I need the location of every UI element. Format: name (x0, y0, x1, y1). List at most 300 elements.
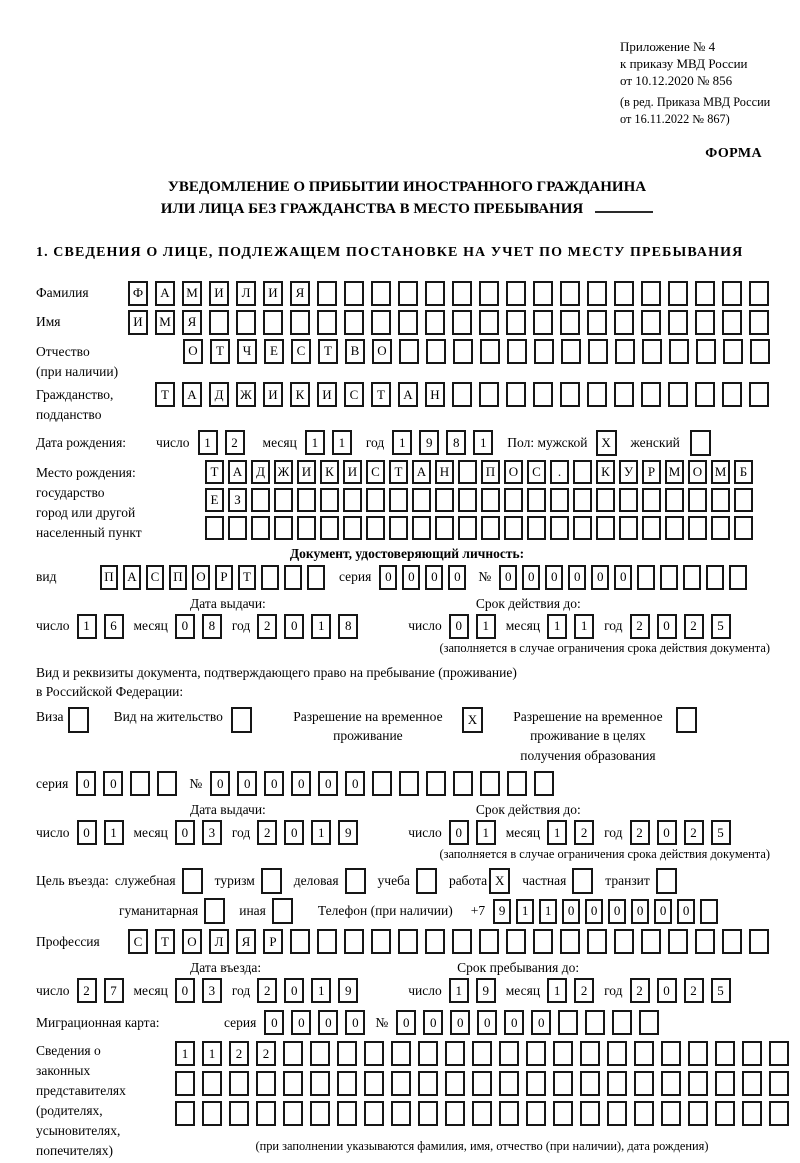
doc-valid-year-cells[interactable] (630, 614, 731, 639)
cell[interactable] (445, 1041, 465, 1066)
cell[interactable] (364, 1071, 384, 1096)
cell[interactable]: 0 (448, 565, 466, 590)
cell[interactable]: 0 (379, 565, 397, 590)
cell[interactable] (317, 310, 337, 335)
cell[interactable]: 2 (630, 978, 650, 1003)
cell[interactable]: К (596, 460, 615, 484)
cell[interactable]: 0 (284, 614, 304, 639)
cell[interactable]: 1 (574, 614, 594, 639)
cell[interactable] (479, 382, 499, 407)
cell[interactable] (668, 382, 688, 407)
cell[interactable]: 1 (476, 820, 496, 845)
cell[interactable] (688, 1101, 708, 1126)
cell[interactable]: Р (215, 565, 233, 590)
permit-series-cells[interactable] (76, 771, 177, 796)
purpose-other-checkbox[interactable] (272, 898, 293, 924)
doc-issue-month-cells[interactable] (175, 614, 222, 639)
cell[interactable] (614, 382, 634, 407)
purpose-private-checkbox[interactable] (572, 868, 593, 894)
cell[interactable]: Т (238, 565, 256, 590)
cell[interactable] (614, 929, 634, 954)
cell[interactable]: 1 (104, 820, 124, 845)
cell[interactable]: 0 (423, 1010, 443, 1035)
migration-series-cells[interactable] (264, 1010, 365, 1035)
cell[interactable]: 0 (264, 1010, 284, 1035)
cell[interactable]: 5 (711, 614, 731, 639)
cell[interactable]: 1 (476, 614, 496, 639)
cell[interactable] (641, 929, 661, 954)
cell[interactable] (695, 382, 715, 407)
cell[interactable]: 0 (545, 565, 563, 590)
doc-issue-day-cells[interactable] (77, 614, 124, 639)
cell[interactable] (452, 929, 472, 954)
cell[interactable]: Т (205, 460, 224, 484)
cell[interactable]: 0 (522, 565, 540, 590)
cell[interactable]: X (596, 430, 617, 456)
cell[interactable] (204, 898, 225, 924)
cell[interactable]: 0 (77, 820, 97, 845)
cell[interactable] (372, 771, 392, 796)
cell[interactable] (533, 310, 553, 335)
cell[interactable]: 2 (257, 820, 277, 845)
cell[interactable] (507, 771, 527, 796)
cell[interactable]: 0 (631, 899, 649, 924)
cell[interactable] (711, 488, 730, 512)
cell[interactable] (527, 488, 546, 512)
cell[interactable] (642, 516, 661, 540)
entry-day-cells[interactable] (77, 978, 124, 1003)
cell[interactable]: 2 (574, 978, 594, 1003)
cell[interactable] (711, 516, 730, 540)
cell[interactable] (526, 1101, 546, 1126)
cell[interactable] (668, 929, 688, 954)
cell[interactable] (389, 488, 408, 512)
cell[interactable] (458, 488, 477, 512)
cell[interactable] (263, 310, 283, 335)
cell[interactable]: 0 (449, 820, 469, 845)
cell[interactable] (472, 1071, 492, 1096)
cell[interactable]: 9 (419, 430, 439, 455)
cell[interactable] (453, 339, 473, 364)
cell[interactable] (480, 771, 500, 796)
cell[interactable] (641, 382, 661, 407)
cell[interactable] (445, 1071, 465, 1096)
cell[interactable]: Т (155, 929, 175, 954)
cell[interactable]: 1 (175, 1041, 195, 1066)
cell[interactable] (274, 516, 293, 540)
cell[interactable] (435, 516, 454, 540)
cell[interactable] (261, 868, 282, 894)
cell[interactable]: 0 (568, 565, 586, 590)
cell[interactable] (499, 1071, 519, 1096)
cell[interactable] (337, 1071, 357, 1096)
cell[interactable] (418, 1101, 438, 1126)
cell[interactable] (453, 771, 473, 796)
legal-reps-cells-row1[interactable] (175, 1041, 789, 1066)
cell[interactable]: Д (209, 382, 229, 407)
cell[interactable] (479, 281, 499, 306)
cell[interactable] (742, 1041, 762, 1066)
cell[interactable] (416, 868, 437, 894)
cell[interactable]: О (688, 460, 707, 484)
cell[interactable] (458, 516, 477, 540)
cell[interactable]: 2 (225, 430, 245, 455)
cell[interactable]: 1 (392, 430, 412, 455)
cell[interactable] (695, 929, 715, 954)
cell[interactable]: 0 (450, 1010, 470, 1035)
cell[interactable]: 1 (547, 978, 567, 1003)
cell[interactable]: 0 (103, 771, 123, 796)
cell[interactable] (641, 281, 661, 306)
cell[interactable] (561, 339, 581, 364)
cell[interactable]: М (155, 310, 175, 335)
cell[interactable] (391, 1071, 411, 1096)
cell[interactable] (553, 1071, 573, 1096)
cell[interactable] (641, 310, 661, 335)
cell[interactable] (202, 1101, 222, 1126)
cell[interactable] (274, 488, 293, 512)
permit-issue-month-cells[interactable] (175, 820, 222, 845)
cell[interactable]: Т (210, 339, 230, 364)
cell[interactable] (175, 1071, 195, 1096)
cell[interactable] (389, 516, 408, 540)
cell[interactable] (320, 488, 339, 512)
cell[interactable] (506, 929, 526, 954)
cell[interactable] (722, 281, 742, 306)
cell[interactable] (742, 1101, 762, 1126)
cell[interactable]: Я (236, 929, 256, 954)
cell[interactable] (251, 488, 270, 512)
cell[interactable]: И (263, 281, 283, 306)
entry-month-cells[interactable] (175, 978, 222, 1003)
cell[interactable] (573, 516, 592, 540)
cell[interactable]: 0 (477, 1010, 497, 1035)
cell[interactable] (558, 1010, 578, 1035)
purpose-work-checkbox[interactable] (489, 868, 510, 894)
cell[interactable] (534, 339, 554, 364)
cell[interactable] (607, 1101, 627, 1126)
cell[interactable] (749, 929, 769, 954)
cell[interactable] (619, 488, 638, 512)
cell[interactable] (425, 310, 445, 335)
cell[interactable] (769, 1041, 789, 1066)
cell[interactable]: 2 (684, 978, 704, 1003)
cell[interactable] (560, 382, 580, 407)
cell[interactable] (345, 868, 366, 894)
cell[interactable] (284, 565, 302, 590)
cell[interactable] (472, 1041, 492, 1066)
cell[interactable]: О (182, 929, 202, 954)
cell[interactable] (256, 1101, 276, 1126)
cell[interactable] (344, 929, 364, 954)
temp-permit-checkbox[interactable] (462, 707, 483, 733)
cell[interactable] (642, 339, 662, 364)
cell[interactable]: 0 (175, 978, 195, 1003)
purpose-tourism-checkbox[interactable] (261, 868, 282, 894)
cell[interactable]: А (398, 382, 418, 407)
cell[interactable]: А (182, 382, 202, 407)
cell[interactable]: 0 (76, 771, 96, 796)
cell[interactable] (391, 1041, 411, 1066)
cell[interactable] (688, 488, 707, 512)
cell[interactable] (750, 339, 770, 364)
cell[interactable] (499, 1101, 519, 1126)
cell[interactable] (231, 707, 252, 733)
cell[interactable] (615, 339, 635, 364)
cell[interactable] (320, 516, 339, 540)
cell[interactable]: О (372, 339, 392, 364)
cell[interactable] (607, 1071, 627, 1096)
cell[interactable] (452, 281, 472, 306)
sex-female-checkbox[interactable] (690, 430, 711, 456)
cell[interactable] (665, 488, 684, 512)
cell[interactable] (527, 516, 546, 540)
cell[interactable]: 5 (711, 820, 731, 845)
cell[interactable] (317, 281, 337, 306)
cell[interactable] (445, 1101, 465, 1126)
cell[interactable]: 0 (284, 820, 304, 845)
cell[interactable]: С (366, 460, 385, 484)
cell[interactable] (560, 310, 580, 335)
cell[interactable] (588, 339, 608, 364)
cell[interactable]: П (481, 460, 500, 484)
permit-number-cells[interactable] (210, 771, 554, 796)
cell[interactable]: 1 (473, 430, 493, 455)
birth-month-cells[interactable] (305, 430, 352, 455)
cell[interactable] (580, 1071, 600, 1096)
cell[interactable] (642, 488, 661, 512)
visa-checkbox[interactable] (68, 707, 89, 733)
cell[interactable] (688, 1041, 708, 1066)
cell[interactable] (637, 565, 655, 590)
cell[interactable]: Е (264, 339, 284, 364)
cell[interactable]: 0 (499, 565, 517, 590)
cell[interactable] (256, 1071, 276, 1096)
cell[interactable] (587, 929, 607, 954)
cell[interactable]: 0 (175, 614, 195, 639)
cell[interactable]: Т (389, 460, 408, 484)
cell[interactable]: 6 (104, 614, 124, 639)
doc-series-cells[interactable] (379, 565, 466, 590)
cell[interactable]: X (462, 707, 483, 733)
cell[interactable] (722, 382, 742, 407)
cell[interactable]: 1 (311, 614, 331, 639)
cell[interactable]: 1 (547, 820, 567, 845)
cell[interactable] (364, 1041, 384, 1066)
cell[interactable]: 1 (547, 614, 567, 639)
cell[interactable]: 1 (202, 1041, 222, 1066)
cell[interactable] (229, 1071, 249, 1096)
cell[interactable]: 0 (345, 1010, 365, 1035)
cell[interactable]: 2 (630, 820, 650, 845)
cell[interactable] (317, 929, 337, 954)
cell[interactable]: 0 (425, 565, 443, 590)
cell[interactable] (742, 1071, 762, 1096)
cell[interactable] (596, 488, 615, 512)
cell[interactable]: С (291, 339, 311, 364)
cell[interactable] (481, 516, 500, 540)
cell[interactable] (297, 488, 316, 512)
cell[interactable] (175, 1101, 195, 1126)
cell[interactable] (688, 516, 707, 540)
cell[interactable]: 2 (684, 820, 704, 845)
cell[interactable] (507, 339, 527, 364)
cell[interactable]: М (711, 460, 730, 484)
cell[interactable] (661, 1101, 681, 1126)
cell[interactable]: Л (236, 281, 256, 306)
cell[interactable]: С (344, 382, 364, 407)
cell[interactable]: М (182, 281, 202, 306)
legal-reps-cells-row2[interactable] (175, 1071, 789, 1096)
cell[interactable]: Ф (128, 281, 148, 306)
cell[interactable]: 0 (449, 614, 469, 639)
cell[interactable]: С (527, 460, 546, 484)
cell[interactable] (283, 1101, 303, 1126)
cell[interactable] (205, 516, 224, 540)
cell[interactable] (696, 339, 716, 364)
cell[interactable]: 0 (396, 1010, 416, 1035)
cell[interactable]: С (128, 929, 148, 954)
stay-month-cells[interactable] (547, 978, 594, 1003)
cell[interactable] (553, 1101, 573, 1126)
cell[interactable] (734, 516, 753, 540)
cell[interactable]: И (263, 382, 283, 407)
cell[interactable] (452, 382, 472, 407)
cell[interactable]: 0 (291, 771, 311, 796)
cell[interactable] (550, 516, 569, 540)
cell[interactable] (310, 1101, 330, 1126)
cell[interactable]: Е (205, 488, 224, 512)
cell[interactable]: Н (425, 382, 445, 407)
cell[interactable] (706, 565, 724, 590)
cell[interactable] (297, 516, 316, 540)
cell[interactable] (399, 771, 419, 796)
cell[interactable] (418, 1071, 438, 1096)
cell[interactable]: Б (734, 460, 753, 484)
cell[interactable] (344, 310, 364, 335)
purpose-study-checkbox[interactable] (416, 868, 437, 894)
cell[interactable] (479, 929, 499, 954)
cell[interactable]: Ж (236, 382, 256, 407)
cell[interactable]: 0 (291, 1010, 311, 1035)
cell[interactable]: 0 (264, 771, 284, 796)
cell[interactable]: К (290, 382, 310, 407)
cell[interactable]: У (619, 460, 638, 484)
cell[interactable] (533, 929, 553, 954)
cell[interactable] (639, 1010, 659, 1035)
entry-year-cells[interactable] (257, 978, 358, 1003)
cell[interactable]: 0 (562, 899, 580, 924)
cell[interactable] (715, 1071, 735, 1096)
cell[interactable] (619, 516, 638, 540)
cell[interactable] (676, 707, 697, 733)
cell[interactable] (715, 1101, 735, 1126)
cell[interactable] (481, 488, 500, 512)
cell[interactable]: 9 (338, 820, 358, 845)
cell[interactable] (722, 929, 742, 954)
cell[interactable] (580, 1041, 600, 1066)
permit-issue-day-cells[interactable] (77, 820, 124, 845)
cell[interactable] (749, 310, 769, 335)
cell[interactable] (130, 771, 150, 796)
cell[interactable]: Р (642, 460, 661, 484)
cell[interactable] (723, 339, 743, 364)
cell[interactable] (769, 1071, 789, 1096)
cell[interactable] (722, 310, 742, 335)
cell[interactable] (398, 281, 418, 306)
cell[interactable] (668, 281, 688, 306)
permit-valid-year-cells[interactable] (630, 820, 731, 845)
cell[interactable] (661, 1071, 681, 1096)
cell[interactable] (506, 382, 526, 407)
edu-permit-checkbox[interactable] (676, 707, 697, 733)
cell[interactable]: 1 (311, 820, 331, 845)
cell[interactable] (769, 1101, 789, 1126)
cell[interactable]: К (320, 460, 339, 484)
patronymic-cells[interactable] (183, 339, 770, 364)
cell[interactable] (553, 1041, 573, 1066)
cell[interactable] (534, 771, 554, 796)
cell[interactable]: В (345, 339, 365, 364)
cell[interactable] (366, 488, 385, 512)
birth-day-cells[interactable] (198, 430, 245, 455)
cell[interactable] (68, 707, 89, 733)
cell[interactable]: 0 (284, 978, 304, 1003)
doc-valid-month-cells[interactable] (547, 614, 594, 639)
cell[interactable] (688, 1071, 708, 1096)
cell[interactable]: С (146, 565, 164, 590)
cell[interactable]: О (504, 460, 523, 484)
cell[interactable]: И (209, 281, 229, 306)
cell[interactable]: А (228, 460, 247, 484)
cell[interactable]: 0 (608, 899, 626, 924)
cell[interactable] (533, 281, 553, 306)
cell[interactable] (612, 1010, 632, 1035)
cell[interactable]: З (228, 488, 247, 512)
doc-issue-year-cells[interactable] (257, 614, 358, 639)
cell[interactable] (614, 310, 634, 335)
cell[interactable] (749, 382, 769, 407)
cell[interactable] (596, 516, 615, 540)
cell[interactable]: 0 (318, 771, 338, 796)
cell[interactable] (668, 310, 688, 335)
cell[interactable] (157, 771, 177, 796)
cell[interactable]: 0 (402, 565, 420, 590)
cell[interactable] (229, 1101, 249, 1126)
cell[interactable] (391, 1101, 411, 1126)
cell[interactable] (585, 1010, 605, 1035)
cell[interactable]: 8 (202, 614, 222, 639)
cell[interactable]: 0 (210, 771, 230, 796)
cell[interactable] (290, 310, 310, 335)
cell[interactable] (458, 460, 477, 484)
cell[interactable]: А (412, 460, 431, 484)
purpose-official-checkbox[interactable] (182, 868, 203, 894)
cell[interactable] (290, 929, 310, 954)
cell[interactable] (307, 565, 325, 590)
cell[interactable]: А (123, 565, 141, 590)
cell[interactable]: 2 (257, 978, 277, 1003)
cell[interactable]: 9 (493, 899, 511, 924)
cell[interactable]: 0 (657, 978, 677, 1003)
cell[interactable] (526, 1071, 546, 1096)
cell[interactable]: . (550, 460, 569, 484)
cell[interactable]: Ж (274, 460, 293, 484)
cell[interactable]: Л (209, 929, 229, 954)
cell[interactable]: 1 (449, 978, 469, 1003)
cell[interactable]: 2 (630, 614, 650, 639)
cell[interactable] (660, 565, 678, 590)
